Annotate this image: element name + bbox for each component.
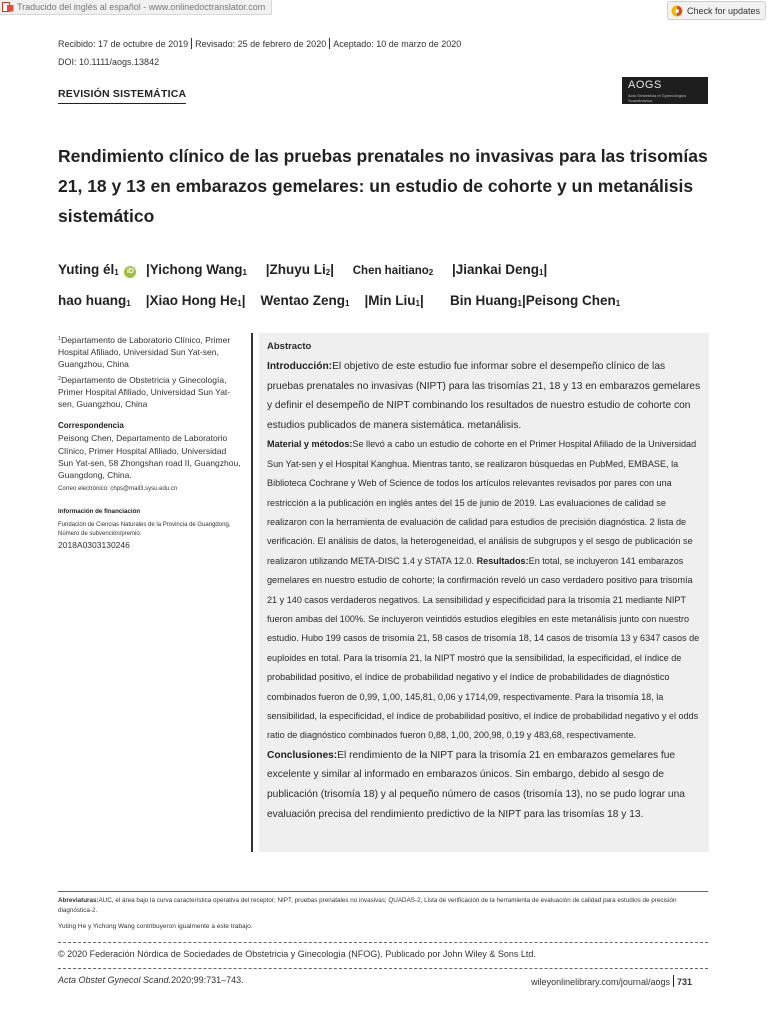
correspondence-heading: Correspondencia (58, 421, 124, 431)
contribution-note: Yuting He y Yichong Wang contribuyeron igualmente a este trabajo. (58, 923, 253, 930)
affiliation-2: $^2$Departamento de Obstetricia y Ginecología, Primer Hospital Afiliado, Universidad Sun Yat-sen, Guangzhou, China (58, 374, 231, 410)
abstract-conclusions: Conclusiones:El rendimiento de la NIPT para la trisomía 21 en embarazos gemelares fue excelente y similar al informado en embarazos únicos. Sin embargo, debido al sesgo de publicación (trisomía 18) y al pequeño número de casos (trisomía 13), no se pudo lograr una evaluación precisa del rendimiento predictivo de la NIPT para las trisomías 18 y 13. (267, 749, 685, 820)
copyright: © 2020 Federación Nórdica de Sociedades de Obstetricia y Ginecología (NFOG). Publicado por John Wiley & Sons Ltd. (58, 949, 536, 959)
funding-text: Fundación de Ciencias Naturales de la Provincia de Guangdong, Número de subvención/premio: (58, 522, 231, 538)
journal-url-page (531, 975, 692, 987)
author-row-2: hao huang$_1$ |Xiao Hong $He_1|$ Wentao Zeng$_1$ |Min Liu$_1$| Bin Huang$_1$|Peisong Chen$_1$ (58, 287, 708, 318)
funding-heading: Información de financiación (58, 508, 141, 516)
correspondence-email[interactable]: Correo electrónico: chps@mail3.sysu.edu.cn (58, 486, 178, 493)
page-separator (673, 975, 674, 987)
author[interactable]: Zhuyu $Li_2$ (269, 262, 331, 277)
journal-logo (622, 77, 708, 104)
author[interactable]: Jiankai Deng$_1$ (455, 262, 544, 277)
translator-banner-text[interactable]: Traducido del inglés al español - www.onlinedoctranslator.com (17, 2, 266, 12)
author[interactable]: Chen haitiano$_2$ (352, 265, 434, 277)
correspondence-text: Peisong Chen, Departamento de Laboratorio Clínico, Primer Hospital Afiliado, Universidad Sun Yat-sen, 58 Zhongshan road II, Guangzhou, Guangdong, China. (58, 433, 241, 481)
author[interactable]: Xiao Hong $He_1$ (149, 293, 242, 308)
journal-logo-title: AOGS (628, 79, 662, 91)
journal-url[interactable]: wileyonlinelibrary.com/journal/aogs (531, 977, 670, 987)
article-dates (58, 38, 461, 49)
article-title: Rendimiento clínico de las pruebas prenatales no invasivas para las trisomías 21, 18 y 13 en embarazos gemelares: un estudio de cohorte y un metanálisis sistemático (58, 146, 708, 226)
citation: Acta Obstet Gynecol Scand.2020;99:731–743. (58, 975, 244, 985)
abstract-rule (251, 333, 253, 852)
footer-dashed-rule (58, 968, 708, 969)
footer-rule (58, 891, 708, 892)
page-number: 731 (676, 977, 692, 987)
section-label: REVISIÓN SISTEMÁTICA (58, 88, 186, 104)
abbreviations: Abreviaturas:AUC, el área bajo la curva característica operativa del receptor; NIPT, pruebas prenatales no invasivas; QUADAS-2, Lista de verificación de la herramienta de evaluación de calidad para estudios de precisión diagnóstica-2. (58, 897, 677, 914)
accepted-date: Aceptado: 10 de marzo de 2020 (333, 39, 462, 49)
author[interactable]: Peisong Chen$_1$ (525, 293, 621, 308)
grant-number: 2018A0303130246 (58, 540, 130, 551)
check-for-updates-label: Check for updates (686, 5, 760, 16)
journal-logo-subtitle: Acta Obstetricia et Gynecologica Scandinavica (628, 93, 687, 103)
author[interactable]: Min Liu$_1$ (368, 293, 420, 308)
revised-date: Revisado: 25 de febrero de 2020 (195, 39, 327, 49)
author[interactable]: Bin Huang$_1$ (449, 293, 522, 308)
abstract-heading: Abstracto (267, 341, 312, 352)
author[interactable]: Yichong Wang$_1$ (149, 262, 247, 277)
abstract-introduction: Introducción:El objetivo de este estudio fue informar sobre el desempeño clínico de las pruebas prenatales no invasivas (NIPT) para las trisomías 21, 18 y 13 en embarazos gemelares y definir el desempeño de NIPT combinando los resultados de nuestro estudio de cohorte con estudios publicados de manera sistemática. metanálisis. (267, 361, 701, 431)
abstract-box (259, 333, 709, 852)
author-list (58, 256, 708, 318)
date-separator (191, 38, 192, 49)
affiliations-sidebar (58, 333, 243, 552)
received-date: Recibido: 17 de octubre de 2019 (58, 39, 189, 49)
check-for-updates-button[interactable] (667, 1, 766, 20)
date-separator (329, 38, 330, 49)
author[interactable]: Wentao Zeng$_1$ (260, 293, 350, 308)
translator-banner[interactable] (0, 0, 272, 15)
author[interactable]: hao huang$_1$ (58, 293, 131, 308)
author[interactable]: Yuting $él_1$ (58, 262, 119, 277)
doi[interactable]: DOI: 10.1111/aogs.13842 (58, 57, 160, 67)
crossmark-icon (671, 5, 683, 17)
orcid-icon[interactable]: iD (124, 266, 136, 278)
abstract-methods: Material y métodos:Se llevó a cabo un estudio de cohorte en el Primer Hospital Afiliado de la Universidad Sun Yat-sen y el Hospital Kanghua. Mientras tanto, se realizaron búsquedas en PubMed, EMBASE, la Biblioteca Cochrane y Web of Science de todos los artículos relevantes revisados por pares con una restricción a la publicación en inglés antes del 15 de junio de 2019. Las evaluaciones de calidad se realizaron con la herramienta de evaluación de calidad para estudios de precisión diagnóstica. 2 lista de verificación. El análisis de datos, la heterogeneidad, el análisis de subgrupos y el sesgo de publicación se realizaron utilizando META-DISC 1.4 y STATA 12.0. Resultados:En total, se incluyeron 141 embarazos gemelares en nuestro estudio de cohorte; la confirmación reveló un caso verdadero positivo para trisomía 21 y 140 casos verdaderos negativos. La sensibilidad y especificidad para la trisomía 21 mediante NIPT fueron ambas del 100%. Se incluyeron veintidós estudios elegibles en este metanálisis junto con nuestro estudio. Hubo 199 casos de trisomía 21, 58 casos de trisomía 18, 14 casos de trisomía 13 y 6347 casos de euploides en total. Para la trisomía 21, la NIPT mostró que la sensibilidad, la especificidad, el índice de probabilidad positivo, el índice de probabilidad negativo y el índice de probabilidades de diagnóstico combinados fueron de 0,99, 1,00, 145,81, 0,06 y 1714,09, respectivamente. Para la trisomía 18, la sensibilidad, la especificidad, el índice de probabilidad positivo, el índice de probabilidad negativo y el odds ratio de diagnóstico combinados fueron 0,88, 1,00, 200,98, 0,19 y 483,68, respectivamente. (267, 439, 700, 741)
author-row-1: Yuting $él_1$ iD |Yichong Wang$_1$ |Zhuyu $Li_2|$ Chen haitiano$_2$ |Jiankai Deng$_1$| (58, 256, 708, 287)
document-translate-icon (2, 2, 14, 12)
footer-dashed-rule (58, 942, 708, 943)
affiliation-1: $^1$Departamento de Laboratorio Clínico, Primer Hospital Afiliado, Universidad Sun Yat-sen, Guangzhou, China (58, 335, 231, 370)
